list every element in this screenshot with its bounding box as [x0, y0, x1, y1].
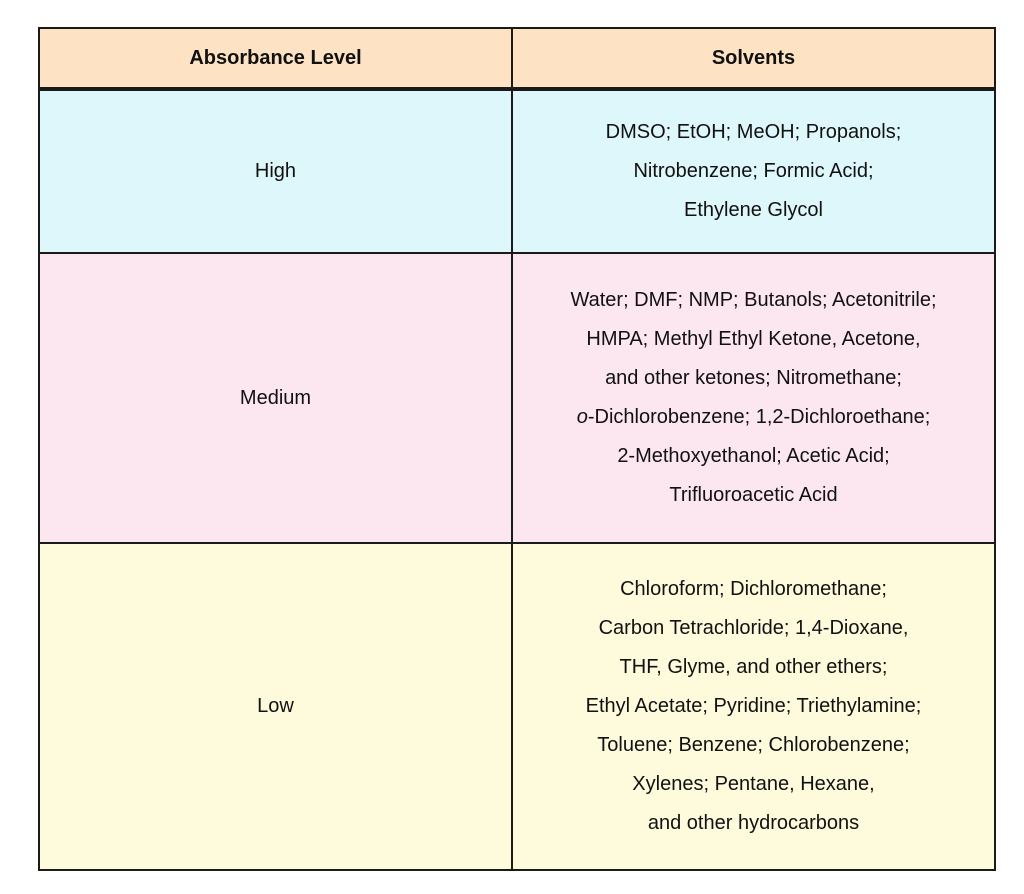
solvents-cell-medium	[513, 254, 994, 544]
solvent-line: Chloroform; Dichloromethane;	[620, 578, 887, 600]
solvent-line-rest: -Dichlorobenzene; 1,2-Dichloroethane;	[587, 406, 931, 428]
solvent-line: and other hydrocarbons	[647, 812, 860, 834]
solvent-line: HMPA; Methyl Ethyl Ketone, Acetone,	[586, 328, 921, 350]
level-cell-low	[40, 544, 513, 869]
header-absorbance-level	[40, 29, 513, 91]
solvent-line: Nitrobenzene; Formic Acid;	[633, 160, 874, 182]
header-solvents	[513, 29, 994, 91]
solvent-line: 2-Methoxyethanol; Acetic Acid;	[617, 445, 890, 467]
level-label-high: High	[254, 160, 297, 182]
level-cell-high	[40, 91, 513, 254]
solvent-line: Ethylene Glycol	[684, 199, 823, 221]
solvent-line: Xylenes; Pentane, Hexane,	[632, 773, 875, 795]
solvents-cell-low	[513, 544, 994, 869]
level-label-medium: Medium	[239, 386, 312, 409]
solvent-line: Toluene; Benzene; Chlorobenzene;	[597, 734, 910, 756]
header-absorbance-level-label: Absorbance Level	[189, 46, 362, 69]
solvent-line: THF, Glyme, and other ethers;	[619, 656, 888, 678]
solvent-line: Water; DMF; NMP; Butanols; Acetonitrile;	[570, 289, 937, 311]
solvent-absorbance-table	[38, 27, 996, 871]
solvent-line: DMSO; EtOH; MeOH; Propanols;	[605, 121, 902, 143]
header-solvents-label: Solvents	[711, 46, 796, 69]
level-label-low: Low	[257, 695, 294, 717]
solvent-line	[577, 398, 931, 437]
solvent-line: Trifluoroacetic Acid	[669, 484, 838, 506]
solvent-line: Carbon Tetrachloride; 1,4-Dioxane,	[598, 617, 909, 639]
solvents-cell-high	[513, 91, 994, 254]
solvent-line: Ethyl Acetate; Pyridine; Triethylamine;	[585, 695, 922, 717]
level-cell-medium	[40, 254, 513, 544]
italic-prefix: o	[576, 406, 588, 428]
solvent-line: and other ketones; Nitromethane;	[605, 367, 902, 389]
